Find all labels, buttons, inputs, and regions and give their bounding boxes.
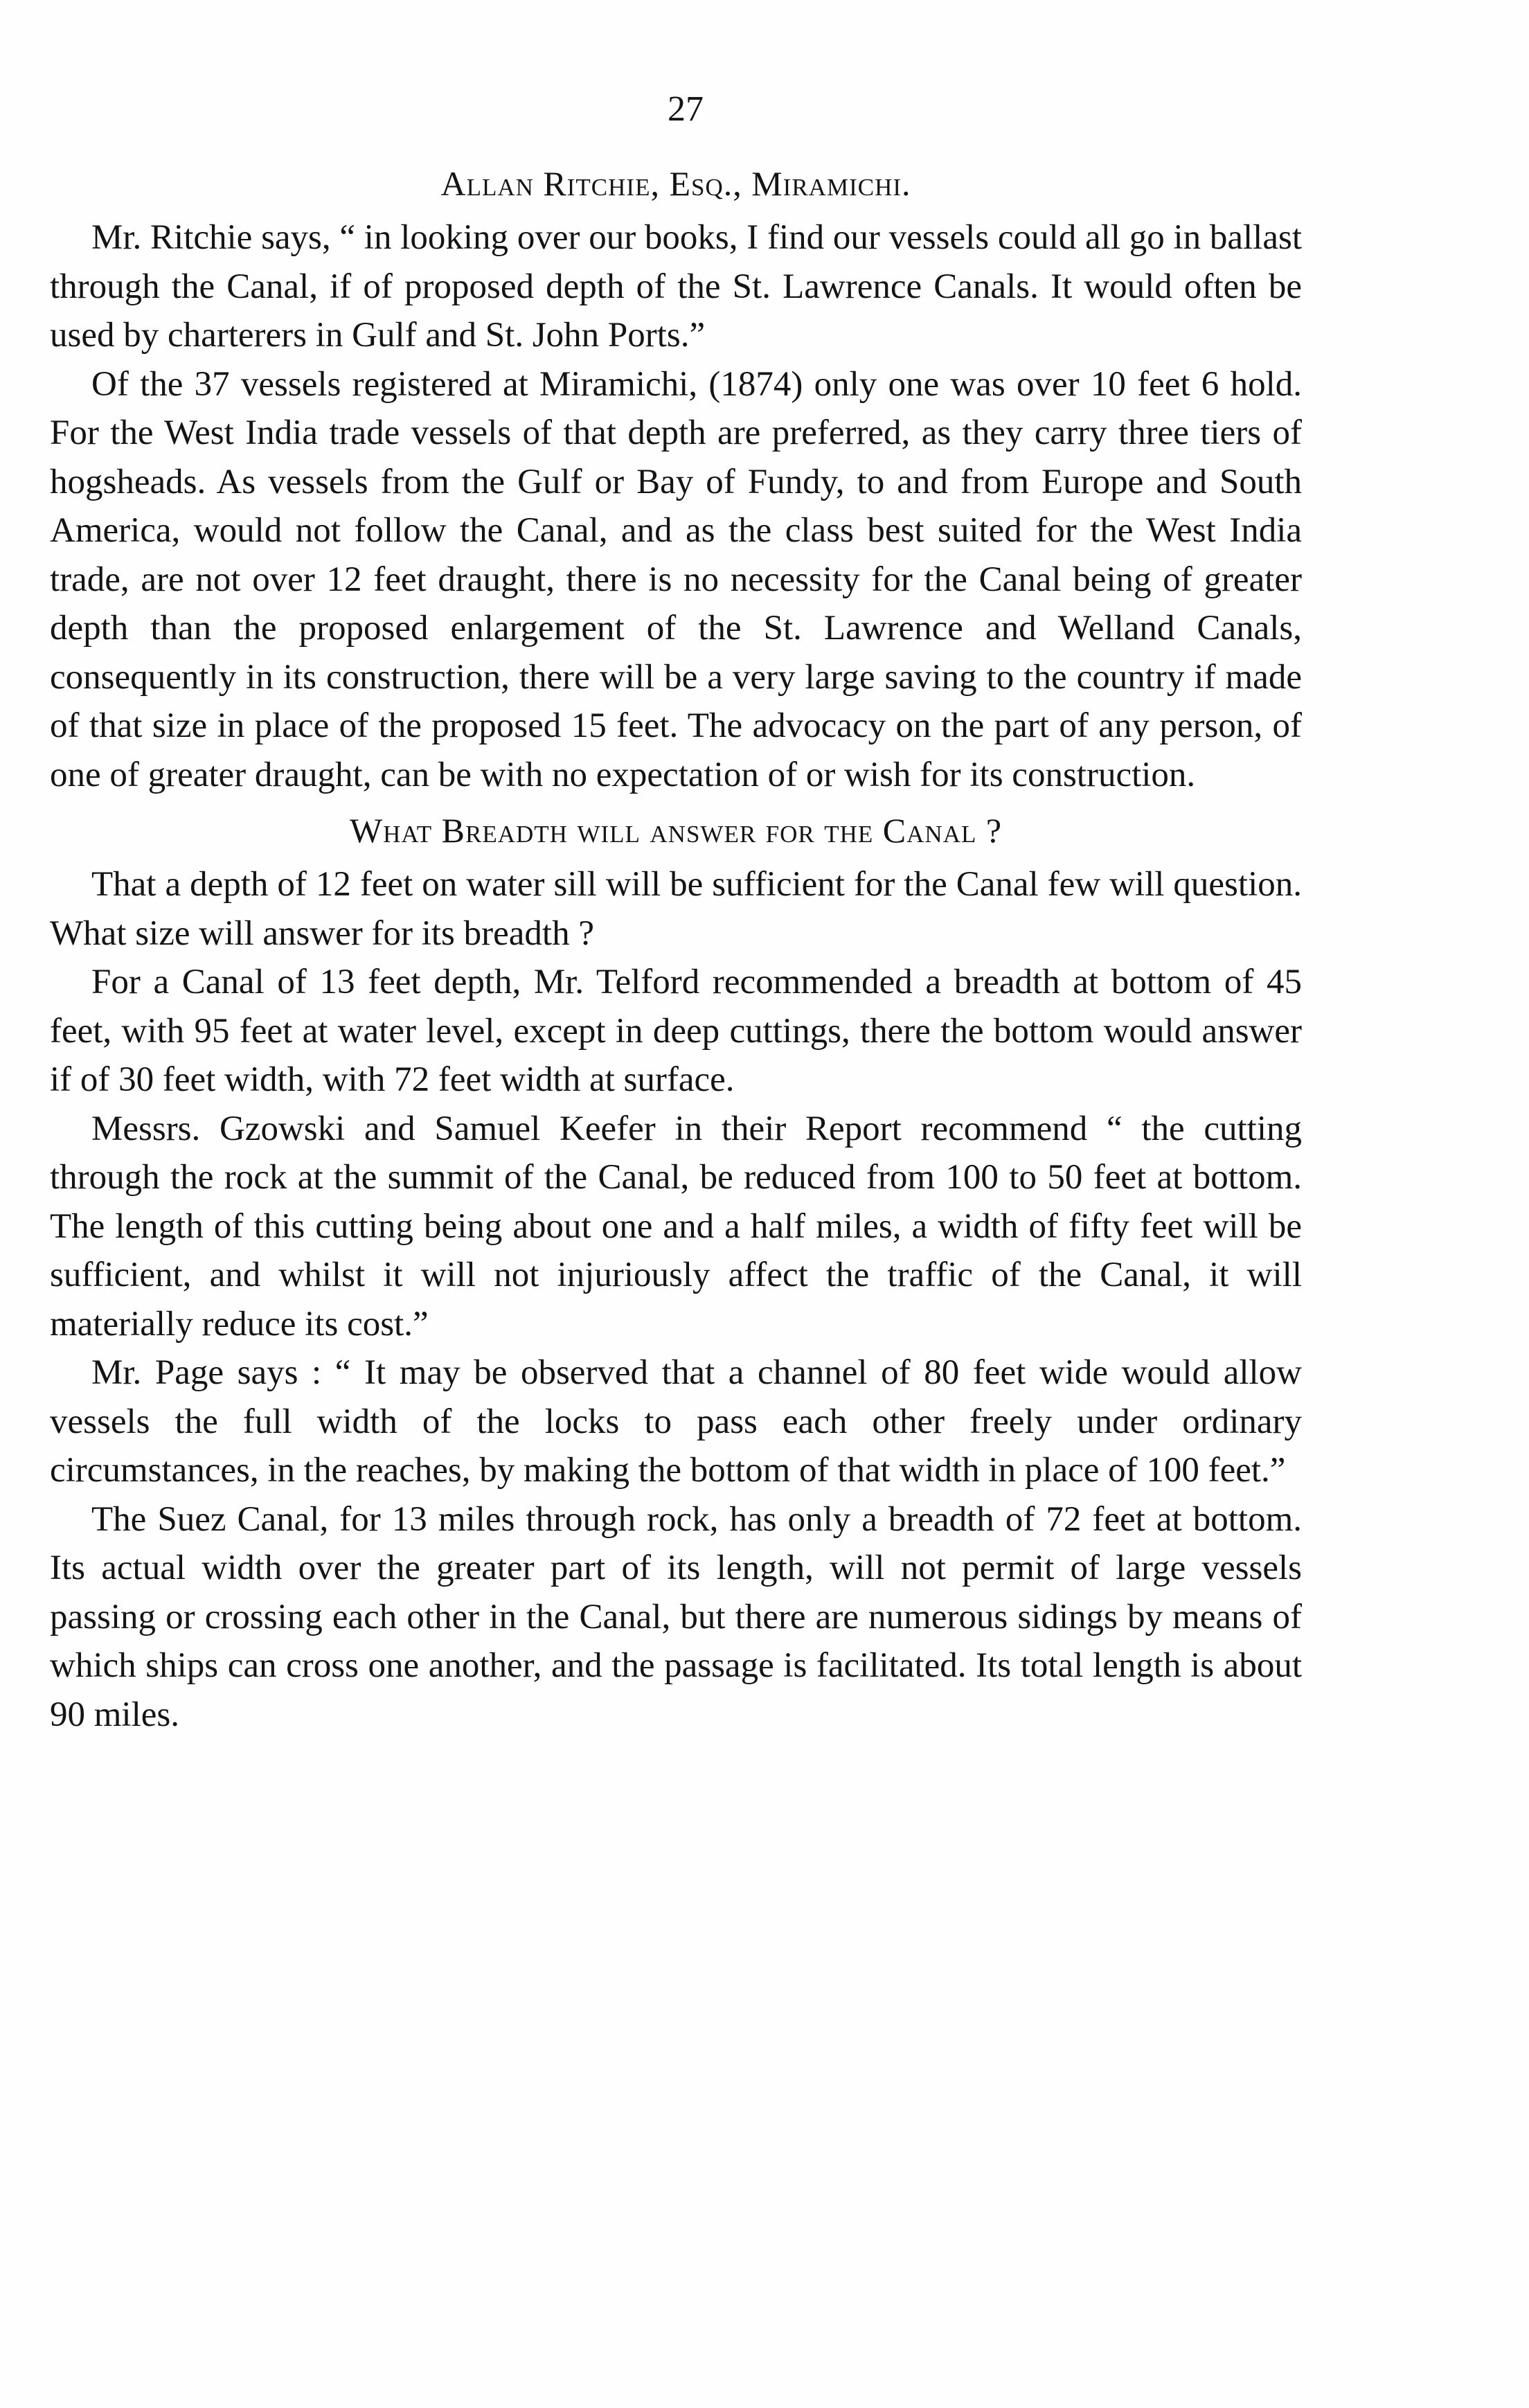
paragraph: Messrs. Gzowski and Samuel Keefer in their Report recommend “ the cutting through the rock at the summit of the Canal, be reduced from 100 to 50 feet at bottom. The length of this cutting being about one and a half miles, a width of fifty feet will be sufficient, and whilst it will not injuriously affect the traffic of the Canal, it will materially reduce its cost.” xyxy=(50,1109,1302,1344)
text-column xyxy=(50,159,1302,1739)
paragraph: That a depth of 12 feet on water sill will be sufficient for the Canal few will question. What size will answer for its breadth ? xyxy=(50,865,1302,953)
paragraph: The Suez Canal, for 13 miles through rock, has only a breadth of 72 feet at bottom. Its actual width over the greater part of its length, will not permit of large vessels passing or crossing each other in the Canal, but there are numerous sidings by means of which ships can cross one another, and the passage is facilitated. Its total length is about 90 miles. xyxy=(50,1499,1302,1734)
section-heading-ritchie: Allan Ritchie, Esq., Miramichi. xyxy=(440,164,911,203)
paragraph: Mr. Ritchie says, “ in looking over our books, I find our vessels could all go in ballast through the Canal, if of proposed depth of the St. Lawrence Canals. It would often be used by charterers in Gulf and St. John Ports.” xyxy=(50,218,1302,355)
paragraph: Mr. Page says : “ It may be observed that a channel of 80 feet wide would allow vessels the full width of the locks to pass each other freely under ordinary circumstances, in the reaches, by making the bottom of that width in place of 100 feet.” xyxy=(50,1353,1302,1490)
paragraph: Of the 37 vessels registered at Miramichi, (1874) only one was over 10 feet 6 hold. For the West India trade vessels of that depth are preferred, as they carry three tiers of hogsheads. As vessels from the Gulf or Bay of Fundy, to and from Europe and South America, would not follow the Canal, and as the class best suited for the West India trade, are not over 12 feet draught, there is no necessity for the Canal being of greater depth than the proposed enlargement of the St. Lawrence and Welland Canals, consequently in its construction, there will be a very large saving to the country if made of that size in place of the proposed 15 feet. The advocacy on the part of any person, of one of greater draught, can be with no expectation of or wish for its construction. xyxy=(50,364,1302,794)
paragraph: For a Canal of 13 feet depth, Mr. Telford recommended a breadth at bottom of 45 feet, with 95 feet at water level, except in deep cuttings, there the bottom would answer if of 30 feet width, with 72 feet width at surface. xyxy=(50,963,1302,1099)
page-number: 27 xyxy=(668,89,704,129)
section-heading-breadth: What Breadth will answer for the Canal ? xyxy=(349,811,1003,850)
